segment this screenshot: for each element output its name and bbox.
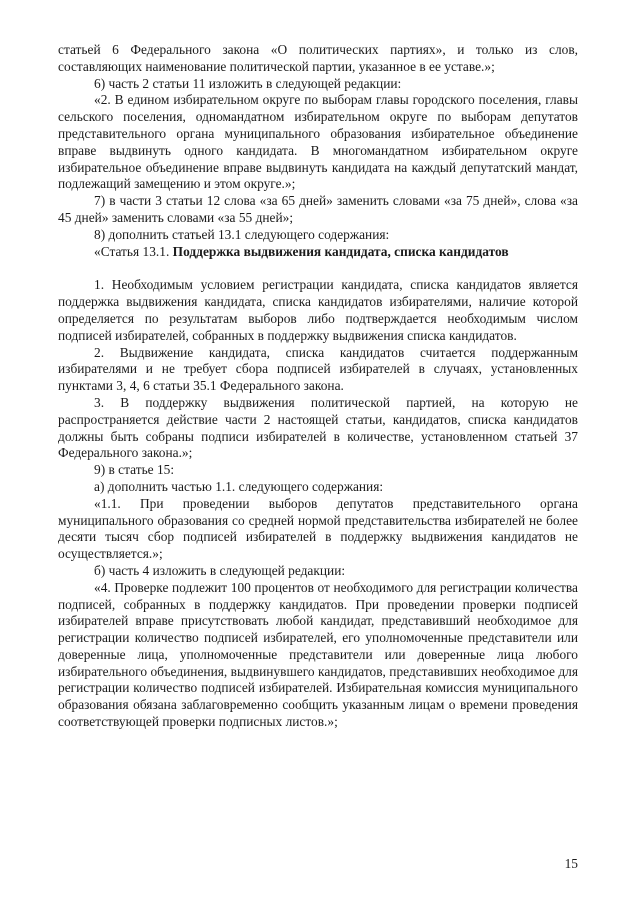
paragraph-continuation: статьей 6 Федерального закона «О политических партиях», и только из слов, составляющих наименование политической партии, указанное в ее уставе.»; (58, 42, 578, 74)
paragraph-article-point-2: 2. Выдвижение кандидата, списка кандидатов считается поддержанным избирателями и не требует сбора подписей избирателей в случаях, установленных пунктами 3, 4, 6 статьи 35.1 Федерального закона. (58, 344, 578, 394)
blank-line (58, 260, 578, 277)
document-body (58, 42, 578, 731)
paragraph-article-point-1: 1. Необходимым условием регистрации кандидата, списка кандидатов является поддержка выдвижения кандидата, списка кандидатов избирателями, наличие которой определяется по результатам выборов либо подтверждается необходимым числом подписей избирателей, собранных в поддержку выдвижения списка кандидатов. (58, 277, 578, 343)
paragraph-item-8: 8) дополнить статьей 13.1 следующего содержания: (94, 226, 390, 242)
paragraph-subitem-a: а) дополнить частью 1.1. следующего содержания: (94, 478, 384, 494)
paragraph-quote-1-1: «1.1. При проведении выборов депутатов представительного органа муниципального образования со средней нормой представительства избирателей не более десяти тысяч сбор подписей избирателей в поддержку выдвижения кандидатов не осуществляется.»; (58, 495, 578, 562)
article-heading (58, 244, 578, 261)
article-title: Поддержка выдвижения кандидата, списка кандидатов (172, 243, 509, 259)
paragraph-article-point-3: 3. В поддержку выдвижения политической партией, на которую не распространяется действие части 2 настоящей статьи, кандидатов, списка кандидатов должны быть собраны подписи избирателей в количестве, установленном статьей 37 Федерального закона.»; (58, 394, 578, 461)
paragraph-item-6: 6) часть 2 статьи 11 изложить в следующей редакции: (94, 75, 402, 91)
article-prefix: «Статья 13.1. (94, 243, 170, 259)
paragraph-quote-2: «2. В едином избирательном округе по выборам главы городского поселения, главы сельского поселения, одномандатном избирательном округе по выборам депутатов представительного органа муниципального образования избирательное объединение вправе выдвинуть одного кандидата. В многомандатном избирательном округе избирательное объединение вправе выдвинуть кандидата на каждый депутатский мандат, подлежащий замещению и этом округе.»; (58, 92, 578, 192)
page-number: 15 (564, 856, 578, 871)
paragraph-item-9: 9) в статье 15: (94, 462, 175, 478)
paragraph-subitem-b: б) часть 4 изложить в следующей редакции: (94, 562, 346, 578)
paragraph-quote-4: «4. Проверке подлежит 100 процентов от необходимого для регистрации количества подписей, собранных в поддержку кандидатов. При проведении проверки подписей избирателей вправе присутствовать любой кандидат, представивший необходимое для регистрации количество подписей избирателей, его уполномоченные представители или доверенные лица, уполномоченные представители или доверенные лица любого избирательного объединения, выдвинувшего кандидатов, представивших необходимое для регистрации количество подписей избирателей. Избирательная комиссия муниципального образования обязана заблаговременно сообщить указанным лицам о времени проведения соответствующей проверки подписных листов.»; (58, 579, 578, 730)
paragraph-item-7: 7) в части 3 статьи 12 слова «за 65 дней» заменить словами «за 75 дней», слова «за 45 дней» заменить словами «за 55 дней»; (58, 193, 578, 225)
